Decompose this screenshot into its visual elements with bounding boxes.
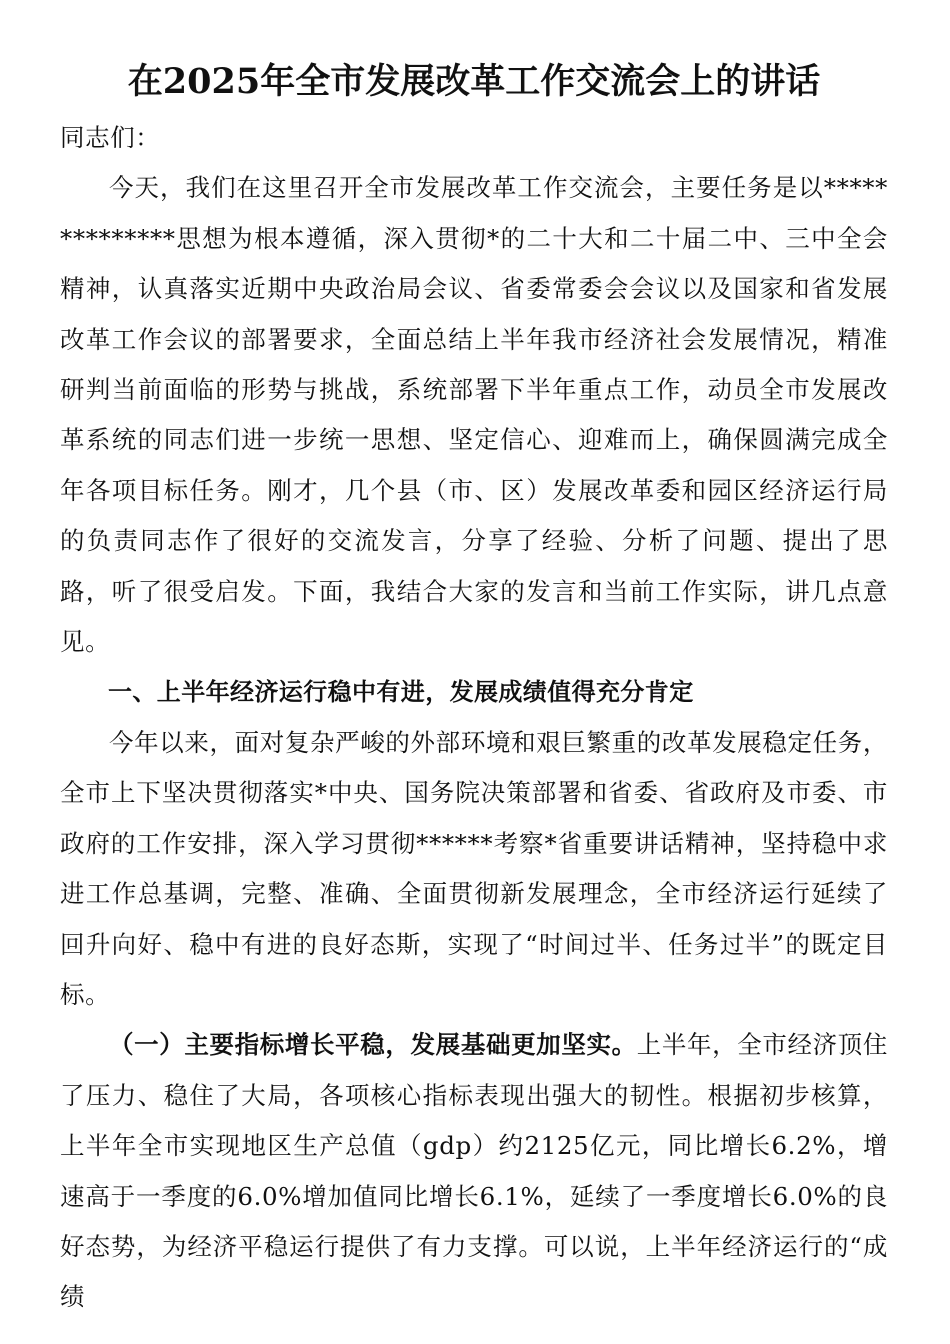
subsection-1-lead: （一）主要指标增长平稳，发展基础更加坚实。 — [109, 1030, 637, 1060]
section-1-heading: 一、上半年经济运行稳中有进，发展成绩值得充分肯定 — [108, 678, 694, 707]
salutation: 同志们： — [60, 123, 161, 152]
intro-paragraph: 今天，我们在这里召开全市发展改革工作交流会，主要任务是以**************思想为根本遵循，深入贯彻*的二十大和二十届二中、三中全会精神，认真落实近期中央政治局会议、省委常委会会议以及国家和省发展改革工作会议的部署要求，全面总结上半年我市经济社会发展情况，精准研判当前面临的形势与挑战，系统部署下半年重点工作，动员全市发展改革系统的同志们进一步统一思想、坚定信心、迎难而上，确保圆满完成全年各项目标任务。刚才，几个县（市、区）发展改革委和园区经济运行局的负责同志作了很好的交流发言，分享了经验、分析了问题、提出了思路，听了很受启发。下面，我结合大家的发言和当前工作实际，讲几点意见。 — [60, 173, 888, 657]
subsection-1-body: 上半年，全市经济顶住了压力、稳住了大局，各项核心指标表现出强大的韧性。根据初步核算，上半年全市实现地区生产总值（gdp）约2125亿元，同比增长6.2%，增速高于一季度的6.0%增加值同比增长6.1%，延续了一季度增长6.0%的良好态势，为经济平稳运行提供了有力支撑。可以说，上半年经济运行的“成绩 — [60, 1030, 889, 1312]
document-title: 在2025年全市发展改革工作交流会上的讲话 — [127, 61, 821, 102]
section-1-paragraph: 今年以来，面对复杂严峻的外部环境和艰巨繁重的改革发展稳定任务，全市上下坚决贯彻落实*中央、国务院决策部署和省委、省政府及市委、市政府的工作安排，深入学习贯彻******考察*省重要讲话精神，坚持稳中求进工作总基调，完整、准确、全面贯彻新发展理念，全市经济运行延续了回升向好、稳中有进的良好态斯，实现了“时间过半、任务过半”的既定目标。 — [60, 727, 888, 1009]
subsection-1-paragraph — [60, 1020, 888, 1322]
